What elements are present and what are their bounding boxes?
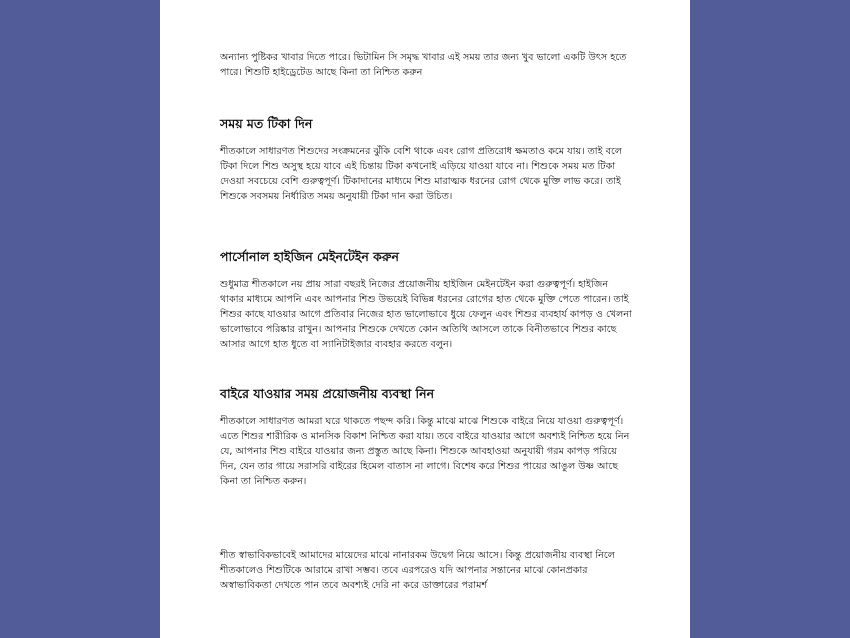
document-page [160,0,690,638]
document-content [220,50,632,593]
section-body-vaccination: শীতকালে সাধারণত শিশুদের সংক্রমনের ঝুঁকি বেশি থাকে এবং রোগ প্রতিরোধ ক্ষমতাও কমে যায়। তাই বলে টিকা দিলে শিশু অসুস্থ হয়ে যাবে এই চিন্তায় টিকা কখনোই এড়িয়ে যাওয়া যাবে না। শিশুকে সময় মত টিকা দেওয়া সবচেয়ে বেশি গুরুত্বপূর্ণ। টিকাদানের মাধ্যমে শিশু মারাত্মক ধরনের রোগ থেকে মুক্তি লাভ করে। তাই শিশুকে সবসময় নির্ধারিত সময় অনুযায়ী টিকা দান করা উচিত। [220,146,622,202]
section-heading-vaccination: সময় মত টিকা দিন [220,116,313,131]
section-heading-going-outside: বাইরে যাওয়ার সময় প্রয়োজনীয় ব্যবস্থা নিন [220,386,435,401]
section-body-hygiene: শুধুমাত্র শীতকালে নয় প্রায় সারা বছরই নিজের প্রয়োজনীয় হাইজিন মেইনটেইন করা গুরুত্বপূর্ণ। হাইজিন থাকার মাধ্যমে আপনি এবং আপনার শিশু উভয়েই বিভিন্ন ধরনের রোগের হাত থেকে মুক্তি পেতে পারেন। তাই শিশুর কাছে যাওয়ার আগে প্রতিবার নিজের হাত ভালোভাবে ধুয়ে ফেলুন এবং শিশুর ব্যবহার্য কাপড় ও খেলনা ভালোভাবে পরিষ্কার রাখুন। আপনার শিশুকে দেখতে কোন অতিথি আসলে তাকে বিনীতভাবে শিশুর কাছে আসার আগে হাত ধুতে বা স্যানিটাইজার ব্যবহার করতে বলুন। [220,279,632,350]
section-heading-hygiene: পার্সোনাল হাইজিন মেইনটেইন করুন [220,249,399,264]
closing-paragraph: শীত স্বাভাবিকভাবেই আমাদের মায়েদের মাঝে নানারকম উদ্বেগ নিয়ে আসে। কিন্তু প্রয়োজনীয় ব্যবস্থা নিলে শীতকালেও শিশুটিকে আরামে রাখা সম্ভব। তবে এরপরেও যদি আপনার সন্তানের মাঝে কোনপ্রকার অস্বাভাবিকতা দেখতে পান তবে অবশ্যই দেরি না করে ডাক্তারের পরামর্শ [220,550,615,591]
intro-paragraph: অন্যান্য পুষ্টিকর খাবার দিতে পারে। ভিটামিন সি সমৃদ্ধ খাবার এই সময় তার জন্য খুব ভালো একটি উৎস হতে পারে। শিশুটি হাইড্রেটেড আছে কিনা তা নিশ্চিত করুন [220,52,627,78]
section-body-going-outside: শীতকালে সাধারণত আমরা ঘরে থাকতে পছন্দ করি। কিন্তু মাঝে মাঝে শিশুকে বাইরে নিয়ে যাওয়া গুরুত্বপূর্ণ। এতে শিশুর শারীরিক ও মানসিক বিকাশ নিশ্চিত করা যায়। তবে বাইরে যাওয়ার আগে অবশ্যই নিশ্চিত হয়ে নিন যে, আপনার শিশু বাইরে যাওয়ার জন্য প্রস্তুত আছে কিনা। শিশুকে আবহাওয়া অনুযায়ী গরম কাপড় পরিয়ে দিন, যেন তার গায়ে সরাসরি বাইরের হিমেল বাতাস না লাগে। বিশেষ করে শিশুর পায়ের আঙুল উষ্ণ আছে কিনা তা নিশ্চিত করুন। [220,416,630,487]
